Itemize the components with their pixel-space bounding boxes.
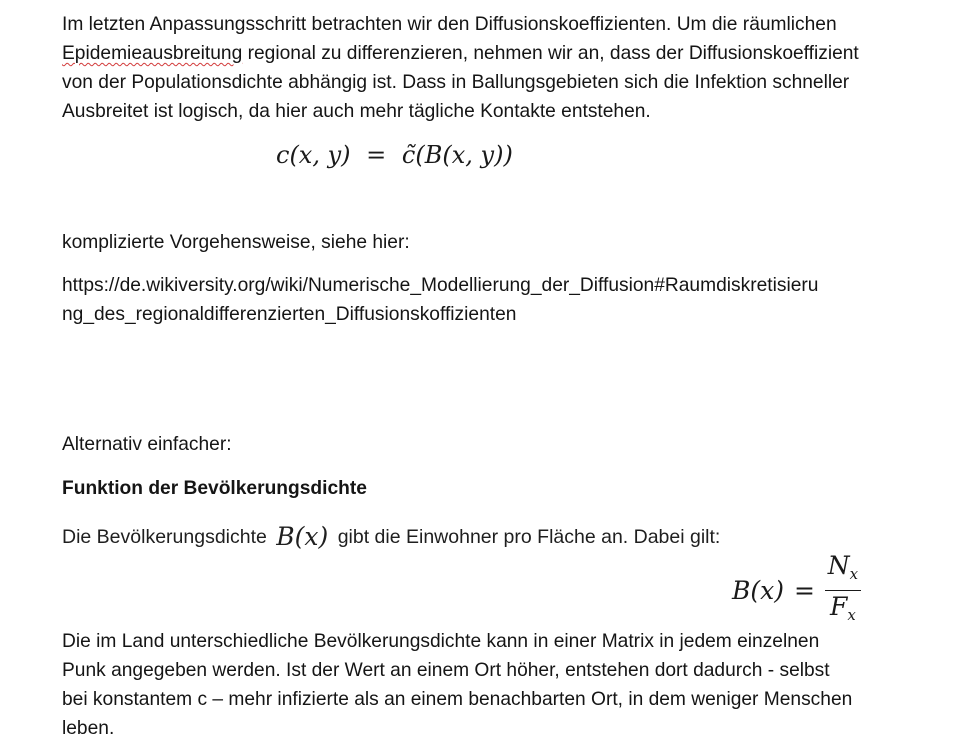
density-intro-line [62,520,720,549]
intro-line-3: von der Populationsdichte abhängig ist. Dass in Ballungsgebieten sich die Infektion schneller [62,72,850,93]
intro-line-4: Ausbreitet ist logisch, da hier auch mehr tägliche Kontakte entstehen. [62,101,651,122]
density-equation [732,552,861,629]
closing-paragraph [62,627,892,743]
link-line-2[interactable]: ng_des_regionaldifferenzierten_Diffusionskoffizienten [62,304,517,325]
density-heading-text: Funktion der Bevölkerungsdichte [62,478,367,499]
density-intro-after: gibt die Einwohner pro Fläche an. Dabei gilt: [337,526,721,548]
equation1-equals: = [366,141,387,169]
complicated-approach-text [62,228,892,257]
fraction-bar [825,590,861,591]
closing-line-2: Punk angegeben werden. Ist der Wert an einem Ort höher, entstehen dort dadurch - selbst [62,660,830,681]
closing-line-4: leben. [62,718,115,739]
density-heading [62,474,892,503]
alternative-text: Alternativ einfacher: [62,434,232,455]
denominator-symbol: F [830,592,848,621]
fraction-numerator [826,552,860,588]
denominator-subscript: x [847,606,856,624]
numerator-subscript: x [849,565,859,583]
wikiversity-link[interactable] [62,271,892,329]
intro-line-2-rest: regional zu differenzieren, nehmen wir an, dass der Diffusionskoeffizient [242,43,859,64]
intro-paragraph [62,10,892,126]
intro-line-1: Im letzten Anpassungsschritt betrachten wir den Diffusionskoeffizienten. Um die räumlichen [62,14,837,35]
closing-line-3: bei konstantem c – mehr infizierte als an einem benachbarten Ort, in dem weniger Menschen [62,689,853,710]
equation1-rhs: c̃(B(x, y)) [401,141,513,169]
density-inline-math: B(x) [276,522,329,551]
fraction-denominator [828,593,858,629]
misspelled-word[interactable]: Epidemieausbreitung [62,43,243,64]
equation2-equals: = [793,576,815,605]
complicated-label: komplizierte Vorgehensweise, siehe hier: [62,232,410,253]
numerator-symbol: N [827,551,850,580]
diffusion-equation [276,141,513,169]
link-line-1[interactable]: https://de.wikiversity.org/wiki/Numerische_Modellierung_der_Diffusion#Raumdiskretisieru [62,275,819,296]
closing-line-1: Die im Land unterschiedliche Bevölkerungsdichte kann in einer Matrix in jedem einzelnen [62,631,820,652]
equation1-lhs: c(x, y) [276,141,351,169]
density-intro-before: Die Bevölkerungsdichte [62,526,267,548]
alternative-label [62,430,892,459]
equation2-lhs: B(x) [732,576,784,605]
intro-line-2 [62,39,892,68]
density-fraction [825,552,861,629]
